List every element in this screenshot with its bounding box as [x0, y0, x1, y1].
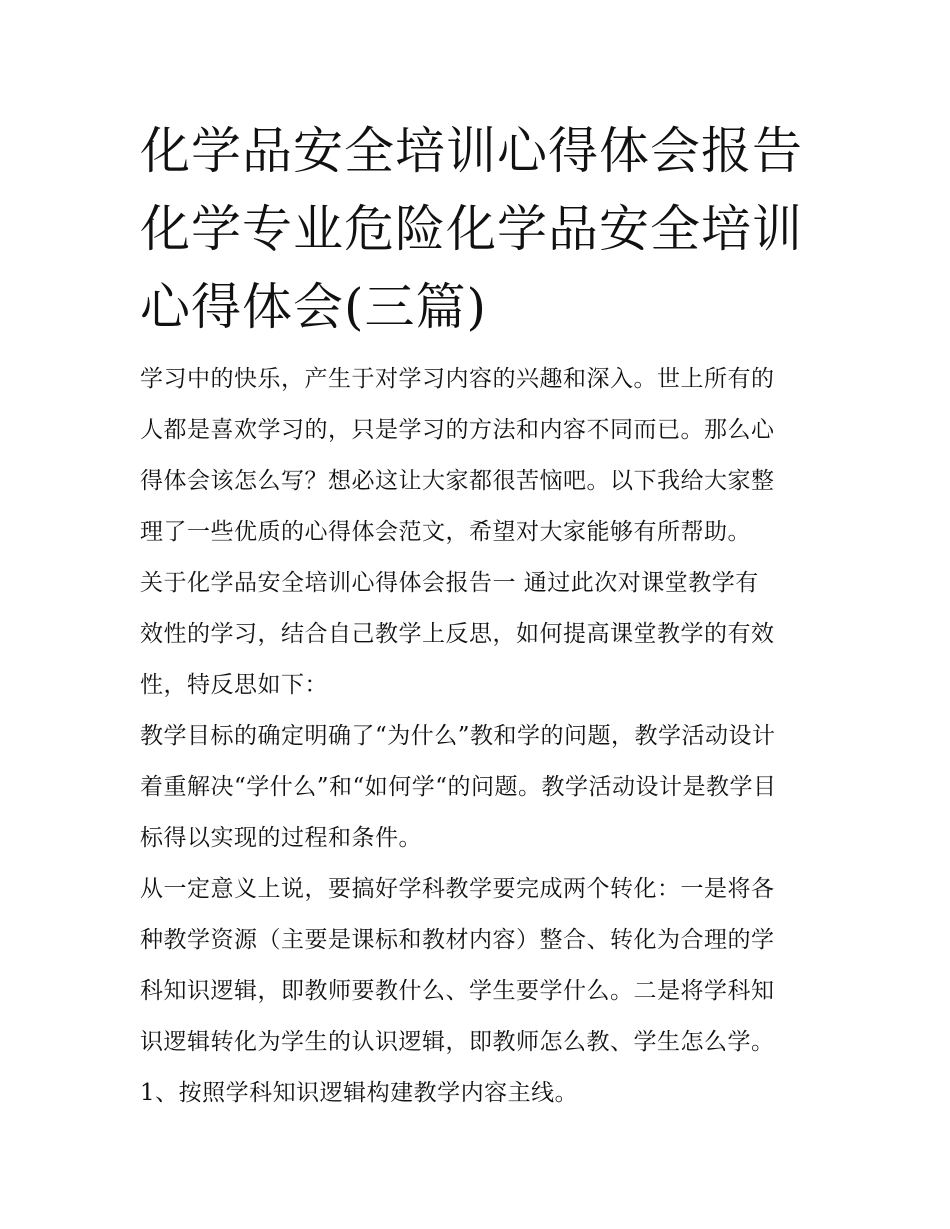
intro-paragraph — [140, 354, 820, 558]
report-one-paragraph — [140, 558, 820, 711]
title-line: 心得体会(三篇) — [140, 278, 488, 336]
text-line: 种教学资源（主要是课标和教材内容）整合、转化为合理的学 — [140, 927, 775, 953]
text-line: 1、按照学科知识逻辑构建教学内容主线。 — [140, 1080, 579, 1106]
document-content — [140, 112, 820, 1119]
title-line: 化学专业危险化学品安全培训 — [140, 200, 803, 258]
text-line: 关于化学品安全培训心得体会报告一 通过此次对课堂教学有 — [140, 570, 759, 596]
text-line: 着重解决“学什么”和“如何学“的问题。教学活动设计是教学目 — [140, 774, 777, 800]
text-line: 从一定意义上说，要搞好学科教学要完成两个转化：一是将各 — [140, 876, 775, 902]
text-line: 标得以实现的过程和条件。 — [140, 825, 422, 851]
text-line: 科知识逻辑，即教师要教什么、学生要学什么。二是将学科知 — [140, 978, 775, 1004]
text-line: 人都是喜欢学习的，只是学习的方法和内容不同而已。那么心 — [140, 417, 775, 443]
document-title — [140, 112, 820, 346]
text-line: 得体会该怎么写？想必这让大家都很苦恼吧。以下我给大家整 — [140, 468, 775, 494]
text-line: 理了一些优质的心得体会范文，希望对大家能够有所帮助。 — [140, 519, 751, 545]
text-line: 性，特反思如下： — [140, 672, 328, 698]
title-line: 化学品安全培训心得体会报告 — [140, 122, 803, 180]
text-line: 效性的学习，结合自己教学上反思，如何提高课堂教学的有效 — [140, 621, 775, 647]
teaching-goals-paragraph — [140, 711, 820, 864]
text-line: 教学目标的确定明确了“为什么”教和学的问题，教学活动设计 — [140, 723, 776, 749]
two-transformations-paragraph — [140, 864, 820, 1068]
numbered-point-paragraph — [140, 1068, 820, 1119]
text-line: 学习中的快乐，产生于对学习内容的兴趣和深入。世上所有的 — [140, 366, 775, 392]
text-line: 识逻辑转化为学生的认识逻辑，即教师怎么教、学生怎么学。 — [140, 1029, 775, 1055]
